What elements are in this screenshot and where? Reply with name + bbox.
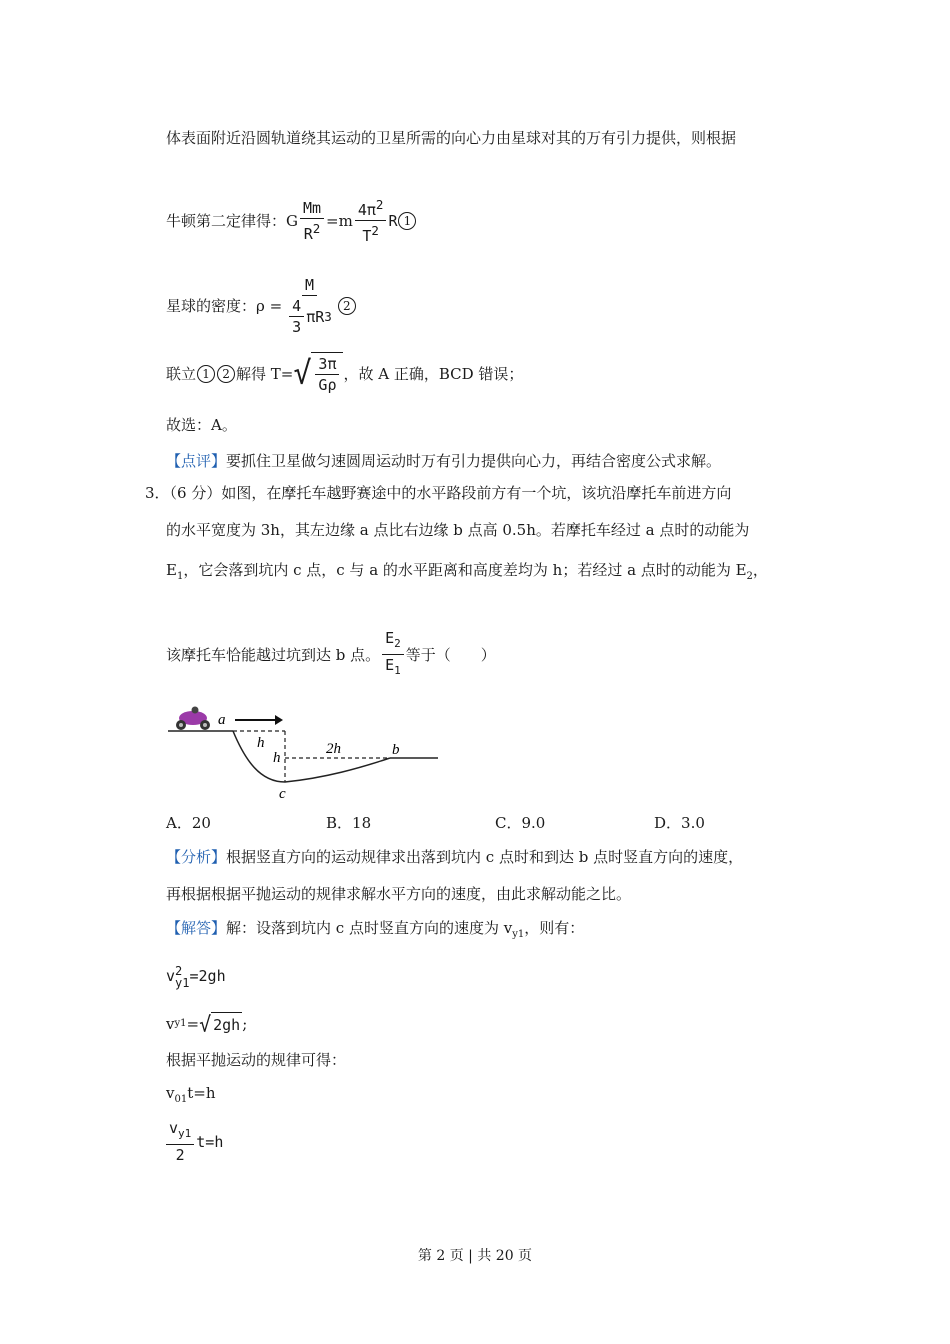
den-text: E [385,656,395,674]
sub: y1 [178,1127,192,1140]
den-text: πR [306,307,325,326]
var: v [166,1015,175,1033]
eq-prefix: 星球的密度：ρ = [166,297,283,315]
sup: 2 [371,223,379,238]
text: ， [752,561,768,579]
eq-prefix: 联立 [166,365,197,383]
sub: 1 [176,571,184,582]
sub: 1 [394,664,401,677]
text: ，它会落到坑内 c 点，c 与 a 的水平距离和高度差均为 h；若经过 a 点时的动能为 E [183,561,747,579]
eq-prefix: 牛顿第二定律得：G [166,211,298,230]
numerator: 3π [315,354,339,375]
label-h: h [273,750,281,766]
radicand: 2gh [211,1012,242,1036]
eq-mid: =m [326,211,353,230]
square-root [293,352,343,396]
denominator: Gρ [318,376,337,394]
rhs: t=h [187,1084,216,1102]
denominator [284,296,335,337]
analysis-line: 再根据根据平抛运动的规律求解水平方向的速度，由此求解动能之比。 [166,885,632,903]
text: 该摩托车恰能越过坑到达 b 点。 [166,645,381,664]
text: 等于（ ） [405,645,496,664]
text: ，则有： [524,919,585,937]
comment-tag: 【点评】 [166,452,227,470]
sub: y1 [175,975,190,990]
label-h: h [257,735,265,751]
den-text: T [362,227,372,245]
solution-tag: 【解答】 [166,919,227,937]
text: 解：设落到坑内 c 点时竖直方向的速度为 v [226,919,513,937]
denominator [359,221,382,246]
label-b: b [392,742,400,758]
answer-line: 故选：A。 [166,416,237,434]
equation-vy [166,1012,247,1036]
question-3-line: 的水平宽度为 3h，其左边缘 a 点比右边缘 b 点高 0.5h。若摩托车经过 a 点时的动能为 [166,521,750,539]
fraction [355,195,387,246]
text-line: 根据平抛运动的规律可得： [166,1051,347,1069]
denominator: 2 [175,1146,185,1164]
solution-line [166,918,584,945]
rhs: =2gh [189,967,226,985]
sup: 3 [324,308,332,324]
page-footer: 第 2 页 | 共 20 页 [417,1248,533,1264]
circled-number: 1 [398,212,416,230]
option-b: B．18 [326,814,372,832]
radical-sign: √ [293,355,312,392]
question-3-line [166,560,768,587]
question-3-line [166,628,496,681]
label-a: a [218,712,226,728]
numerator [355,195,387,221]
sup: 2 [175,963,183,978]
sub: 2 [394,637,401,650]
option-c: C．9.0 [495,814,546,832]
circled-number: 2 [217,365,235,383]
text: E [166,561,177,579]
fraction [382,628,404,681]
sub: y1 [174,1018,187,1029]
option-a: A．20 [166,814,211,832]
numerator: Mm [300,198,324,219]
var: v [166,967,176,985]
equation-period [166,352,523,396]
den-text: R [303,224,313,243]
sup: 2 [375,197,384,212]
comment-text: 要抓住卫星做匀速圆周运动时万有引力提供向心力，再结合密度公式求解。 [226,452,722,470]
sup: 2 [312,220,321,236]
fraction [300,198,324,244]
num-text: 4π [357,201,376,219]
denominator: 3 [292,318,302,336]
numerator [166,1118,194,1145]
option-d: D．3.0 [654,814,705,832]
question-3-line: 3．（6 分）如图，在摩托车越野赛途中的水平路段前方有一个坑，该坑沿摩托车前进方向 [145,484,732,502]
eq: = [186,1015,200,1033]
numerator [382,628,404,655]
analysis-tag: 【分析】 [166,848,227,866]
pit-figure [165,700,445,805]
sup-sub-stack [175,965,189,989]
comment-line [166,451,721,471]
text: ; [242,1015,248,1033]
fraction-inner [289,296,304,337]
circled-number: 1 [197,365,215,383]
num-text: E [385,629,395,647]
analysis-text: 根据竖直方向的运动规律求出落到坑内 c 点时和到达 b 点时竖直方向的速度， [226,848,744,866]
circled-number: 2 [338,297,356,315]
square-root [199,1012,242,1036]
numerator: M [302,275,317,296]
radical-sign: √ [199,1011,212,1037]
numerator: 4 [289,296,304,317]
sub: 2 [746,571,753,582]
label-c: c [279,786,286,802]
equation-newton [166,195,417,246]
eq-tail: R [388,211,398,230]
equation-vy-squared [166,962,226,990]
arrow-head [275,715,283,725]
sub: y1 [512,929,525,940]
sub: 01 [174,1094,188,1105]
equation-half-vy [164,1118,223,1165]
radicand [311,352,343,396]
fraction [166,1118,194,1165]
denominator [382,655,404,681]
var: v [166,1084,175,1102]
fraction [315,354,339,395]
equation-density [166,275,357,337]
denominator [301,219,324,244]
motorbike-icon [176,707,210,731]
equation-v01 [166,1083,215,1110]
label-2h: 2h [326,741,341,757]
rhs: t=h [196,1132,224,1151]
num-text: v [169,1119,179,1137]
text-line: 体表面附近沿圆轨道绕其运动的卫星所需的向心力由星球对其的万有引力提供，则根据 [166,129,737,147]
analysis-line [166,847,743,867]
fraction [284,275,335,337]
eq-mid: 解得 T= [236,365,294,383]
eq-tail: ，故 A 正确，BCD 错误； [343,365,524,383]
